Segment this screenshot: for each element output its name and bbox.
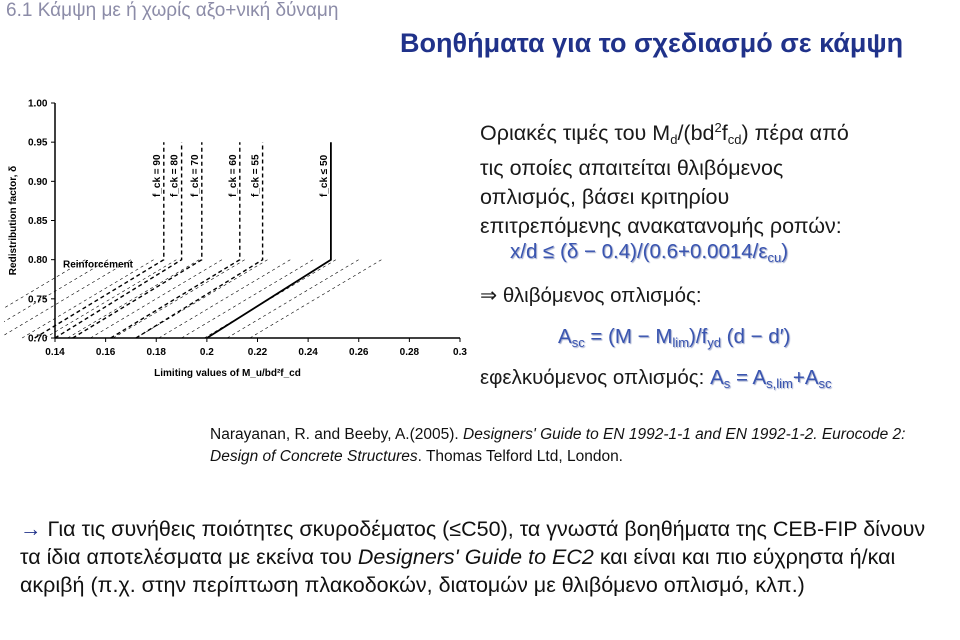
series-label-0: f_ck = 90 bbox=[151, 154, 163, 197]
formula-as: εφελκυόμενος οπλισμός: $A_s = A_{s,lim}+A_{sc}$ bbox=[480, 366, 832, 391]
limit-line-2: τις οποίες απαιτείται θλιβόμενος bbox=[480, 156, 784, 180]
reference-citation: Narayanan, R. and Beeby, A.(2005). Designers' Guide to EN 1992-1-1 and EN 1992-1-2. Eurocode 2: Design of Concrete Structures. Thomas Telford Ltd, London. bbox=[210, 426, 906, 465]
right-arrow-icon: → bbox=[20, 517, 42, 541]
limit-description bbox=[480, 113, 920, 241]
x-axis-label: Limiting values of M_u/bd²f_cd bbox=[154, 368, 301, 379]
hatch-line bbox=[4, 260, 131, 338]
hatch-pattern bbox=[4, 260, 382, 338]
chart bbox=[4, 92, 469, 392]
formula-asc: $A_{sc} = (M - M_{lim})/f_{yd}$ (d − d′) bbox=[558, 325, 791, 350]
y-tick-label: 0.90 bbox=[28, 176, 48, 188]
slide-header: 6.1 Κάμψη με ή χωρίς αξο+νική δύναμη bbox=[6, 0, 339, 21]
series-label-5: f_ck ≤ 50 bbox=[318, 154, 330, 197]
implies-icon: ⇒ bbox=[480, 284, 498, 307]
series-label-3: f_ck = 60 bbox=[227, 154, 239, 197]
y-tick-label: 0.95 bbox=[28, 137, 48, 149]
x-tick-label: 0.26 bbox=[349, 347, 369, 358]
y-tick-label: 1.00 bbox=[28, 98, 48, 110]
limit-line-3: οπλισμός, βάσει κριτηρίου bbox=[480, 185, 730, 209]
x-tick-label: 0.28 bbox=[399, 347, 420, 358]
x-tick-label: 0.16 bbox=[95, 347, 116, 358]
y-tick-label: 0.80 bbox=[28, 255, 48, 267]
series-line-0 bbox=[35, 142, 164, 338]
compression-reinforcement-label: ⇒ θλιβόμενος οπλισμός: bbox=[480, 284, 702, 307]
formula-xd-limit: $x/d \le (\delta - 0.4)/(0.6+0.0014/\varepsilon_{cu})$ bbox=[510, 240, 789, 265]
limit-line-1: Οριακές τιμές του $M_d/(bd^2f_{cd})$ πέρα από bbox=[480, 120, 849, 147]
region-label: Reinforcement bbox=[63, 259, 134, 271]
hatch-line bbox=[182, 260, 314, 338]
y-tick-label: 0.70 bbox=[28, 333, 48, 345]
series-label-1: f_ck = 80 bbox=[169, 154, 181, 197]
y-tick-label: 0.85 bbox=[28, 216, 48, 227]
limit-line-4: επιτρεπόμενης ανακατανομής ροπών: bbox=[480, 214, 842, 238]
slide-title: Βοηθήματα για το σχεδιασμό σε κάμψη bbox=[400, 28, 904, 58]
x-tick-label: 0.2 bbox=[199, 347, 214, 358]
y-axis-label: Redistribution factor, δ bbox=[8, 165, 19, 276]
x-tick-label: 0.18 bbox=[146, 347, 166, 358]
y-tick-label: 0.75 bbox=[28, 294, 48, 306]
hatch-line bbox=[68, 260, 200, 338]
hatch-line bbox=[227, 260, 359, 338]
x-tick-label: 0.24 bbox=[298, 347, 318, 358]
x-tick-label: 0.3 bbox=[453, 347, 467, 358]
series-label-2: f_ck = 70 bbox=[189, 154, 201, 197]
hatch-line bbox=[45, 260, 177, 338]
note-paragraph: → Για τις συνήθεις ποιότητες σκυροδέματος (≤C50), τα γνωστά βοηθήματα της CEB-FIP δίνουν τα ίδια αποτελέσματα με εκείνα του Designers' Guide to EC2 και είναι και πιο εύχρηστα ή/και ακριβή (π.χ. στην περίπτωση πλακοδοκών, διατομών με θλιβόμενο οπλισμό, κλπ.) bbox=[20, 517, 926, 597]
series-line-5 bbox=[207, 142, 331, 338]
x-tick-label: 0.22 bbox=[247, 347, 268, 358]
x-tick-label: 0.14 bbox=[45, 347, 65, 358]
series-line-2 bbox=[73, 142, 202, 338]
series-label-4: f_ck = 55 bbox=[250, 154, 262, 197]
